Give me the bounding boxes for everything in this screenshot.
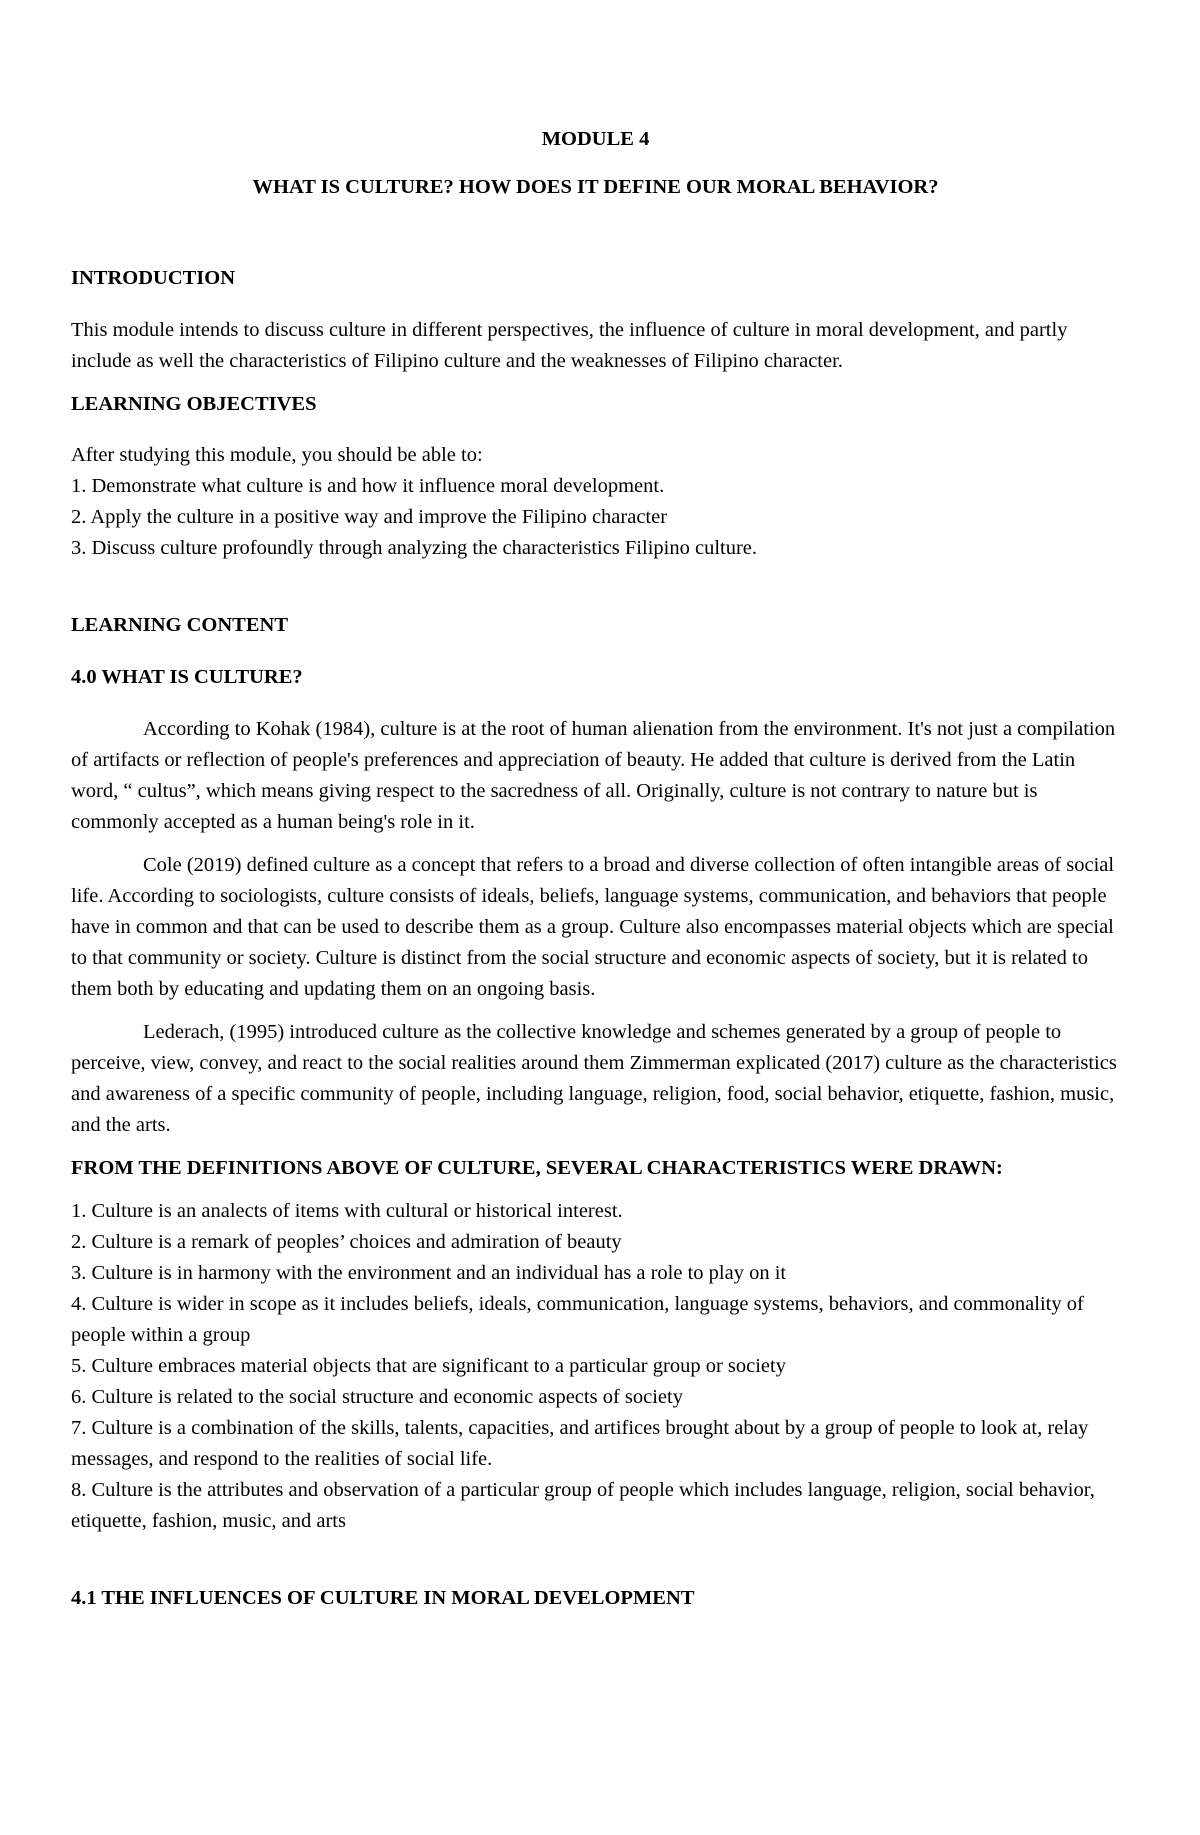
characteristics-list: [71, 1196, 1120, 1537]
objectives-heading: LEARNING OBJECTIVES: [71, 393, 317, 415]
content-paragraph: Cole (2019) defined culture as a concept that refers to a broad and diverse collection of often intangible areas of social life. According to sociologists, culture consists of ideals, beliefs, language systems, communication, and behaviors that people have in common and that can be used to describe them as a group. Culture also encompasses material objects which are special to that community or society. Culture is distinct from the social structure and economic aspects of society, but it is related to them both by educating and updating them on an ongoing basis.: [71, 854, 1115, 1000]
characteristic-item: 1. Culture is an analects of items with cultural or historical interest.: [71, 1200, 623, 1222]
objective-item: 3. Discuss culture profoundly through analyzing the characteristics Filipino culture.: [71, 537, 758, 559]
characteristic-item: 7. Culture is a combination of the skills, talents, capacities, and artifices brought about by a group of people to look at, relay messages, and respond to the realities of social life.: [71, 1417, 1089, 1470]
objective-item: 2. Apply the culture in a positive way and improve the Filipino character: [71, 506, 668, 528]
introduction-heading: INTRODUCTION: [71, 267, 236, 289]
content-paragraph: Lederach, (1995) introduced culture as the collective knowledge and schemes generated by a group of people to perceive, view, convey, and react to the social realities around them Zimmerman explicated (2017) culture as the characteristics and awareness of a specific community of people, including language, religion, food, social behavior, etiquette, fashion, music, and the arts.: [71, 1021, 1117, 1136]
characteristic-item: 3. Culture is in harmony with the environment and an individual has a role to play on it: [71, 1262, 787, 1284]
next-section-title: 4.1 THE INFLUENCES OF CULTURE IN MORAL DEVELOPMENT: [71, 1587, 695, 1609]
characteristic-item: 6. Culture is related to the social structure and economic aspects of society: [71, 1386, 683, 1408]
objectives-lead: After studying this module, you should be able to:: [71, 444, 483, 466]
characteristic-item: 4. Culture is wider in scope as it includes beliefs, ideals, communication, language systems, behaviors, and commonality of people within a group: [71, 1293, 1084, 1346]
characteristics-heading: FROM THE DEFINITIONS ABOVE OF CULTURE, SEVERAL CHARACTERISTICS WERE DRAWN:: [71, 1157, 1003, 1179]
characteristic-item: 2. Culture is a remark of peoples’ choices and admiration of beauty: [71, 1231, 622, 1253]
objectives-list: [71, 440, 1120, 564]
learning-content-heading: LEARNING CONTENT: [71, 614, 288, 636]
characteristic-item: 5. Culture embraces material objects that are significant to a particular group or society: [71, 1355, 786, 1377]
section-title: 4.0 WHAT IS CULTURE?: [71, 666, 303, 688]
module-title: WHAT IS CULTURE? HOW DOES IT DEFINE OUR MORAL BEHAVIOR?: [252, 176, 939, 198]
introduction-text: This module intends to discuss culture in different perspectives, the influence of culture in moral development, and partly include as well the characteristics of Filipino culture and the weaknesses of Filipino character.: [71, 319, 1068, 372]
module-label: MODULE 4: [541, 128, 650, 150]
characteristic-item: 8. Culture is the attributes and observation of a particular group of people which includes language, religion, social behavior, etiquette, fashion, music, and arts: [71, 1479, 1095, 1532]
content-paragraph: According to Kohak (1984), culture is at the root of human alienation from the environment. It's not just a compilation of artifacts or reflection of people's preferences and appreciation of beauty. He added that culture is derived from the Latin word, “ cultus”, which means giving respect to the sacredness of all. Originally, culture is not contrary to nature but is commonly accepted as a human being's role in it.: [71, 718, 1116, 833]
objective-item: 1. Demonstrate what culture is and how it influence moral development.: [71, 475, 665, 497]
